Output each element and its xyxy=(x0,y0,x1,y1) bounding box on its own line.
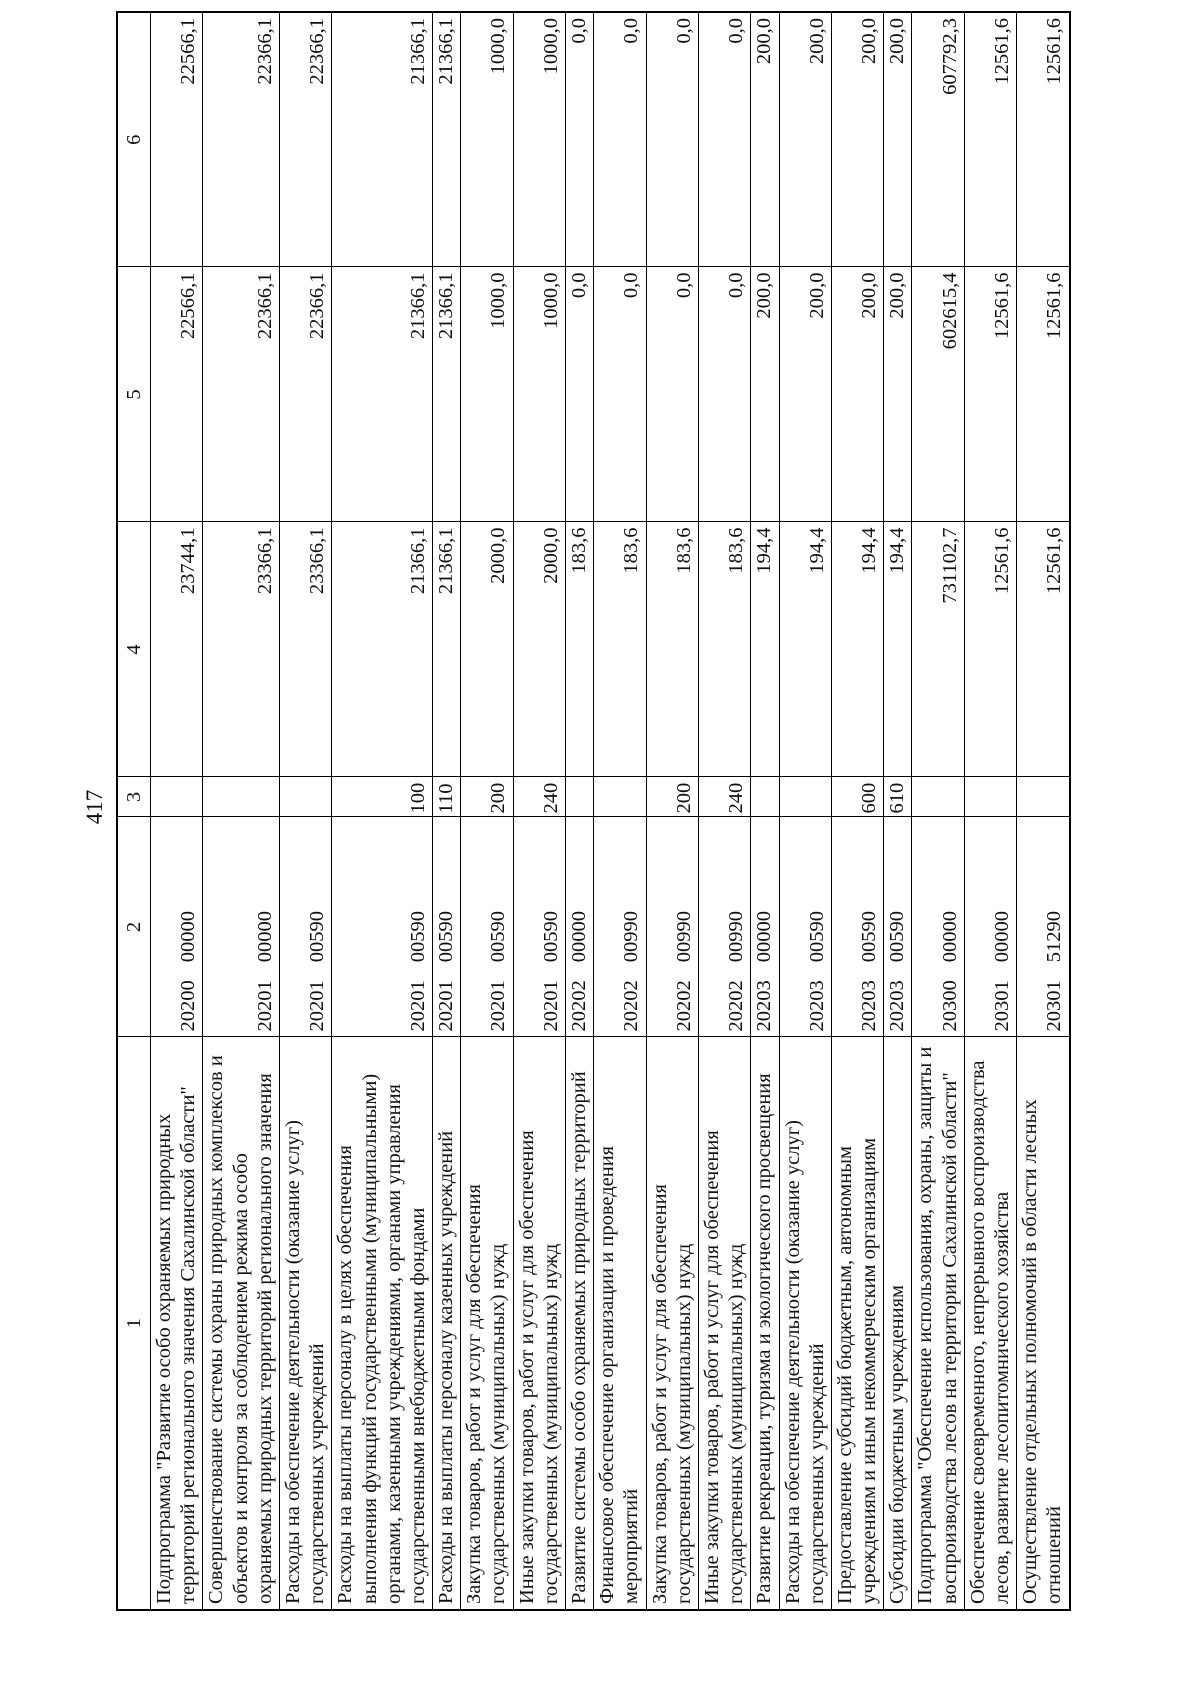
row-expense-type: 240 xyxy=(513,777,565,817)
program-code: 20202 xyxy=(725,980,748,1032)
row-name: Финансовое обеспечение организации и проведения мероприятий xyxy=(594,1037,646,1610)
program-code: 20201 xyxy=(435,980,458,1032)
program-code: 20201 xyxy=(306,980,329,1032)
direction-code: 00590 xyxy=(886,911,909,963)
row-value-col5: 22366,1 xyxy=(203,267,280,522)
row-code xyxy=(1017,817,1070,1037)
column-header-4: 4 xyxy=(117,522,151,777)
row-value-col4: 183,6 xyxy=(646,522,698,777)
row-name: Иные закупки товаров, работ и услуг для обеспечения государственных (муниципальных) нужд xyxy=(698,1037,750,1610)
table-row xyxy=(884,12,912,1610)
program-code: 20201 xyxy=(253,980,276,1032)
program-code: 20300 xyxy=(938,980,961,1032)
table-row xyxy=(751,12,779,1610)
row-expense-type xyxy=(203,777,280,817)
table-row xyxy=(433,12,461,1610)
row-expense-type: 200 xyxy=(461,777,513,817)
program-code: 20202 xyxy=(672,980,695,1032)
row-code xyxy=(751,817,779,1037)
direction-code: 00000 xyxy=(177,911,200,963)
row-value-col5: 22366,1 xyxy=(279,267,331,522)
row-expense-type: 110 xyxy=(433,777,461,817)
row-name: Обеспечение своевременного, непрерывного воспроизводства лесов, развитие лесопитомнического хозяйства xyxy=(964,1037,1016,1610)
table-row xyxy=(203,12,280,1610)
row-name: Закупка товаров, работ и услуг для обеспечения государственных (муниципальных) нужд xyxy=(461,1037,513,1610)
row-expense-type: 610 xyxy=(884,777,912,817)
row-name: Подпрограмма "Обеспечение использования, охраны, защиты и воспроизводства лесов на территории Сахалинской области" xyxy=(912,1037,964,1610)
row-name: Иные закупки товаров, работ и услуг для обеспечения государственных (муниципальных) нужд xyxy=(513,1037,565,1610)
program-code: 20201 xyxy=(487,980,510,1032)
row-value-col4: 21366,1 xyxy=(433,522,461,777)
row-code xyxy=(566,817,594,1037)
table-row xyxy=(279,12,331,1610)
table-row xyxy=(964,12,1016,1610)
row-value-col6: 12561,6 xyxy=(964,12,1016,267)
row-value-col4: 194,4 xyxy=(884,522,912,777)
row-code xyxy=(594,817,646,1037)
row-value-col5: 12561,6 xyxy=(1017,267,1070,522)
row-value-col5: 21366,1 xyxy=(332,267,433,522)
row-value-col4: 183,6 xyxy=(698,522,750,777)
row-value-col6: 22366,1 xyxy=(279,12,331,267)
row-expense-type: 240 xyxy=(698,777,750,817)
direction-code: 00000 xyxy=(991,911,1013,963)
row-value-col6: 1000,0 xyxy=(461,12,513,267)
row-name: Подпрограмма "Развитие особо охраняемых природных территорий регионального значения Сахалинской области" xyxy=(151,1037,203,1610)
table-row xyxy=(912,12,964,1610)
table-row xyxy=(566,12,594,1610)
row-name: Совершенствование системы охраны природных комплексов и объектов и контроля за соблюдением режима особо охраняемых природных территорий регионального значения xyxy=(203,1037,280,1610)
budget-table-body xyxy=(117,12,1070,1610)
row-code xyxy=(332,817,433,1037)
row-name: Субсидии бюджетным учреждениям xyxy=(884,1037,912,1610)
direction-code: 00000 xyxy=(938,911,961,963)
row-name: Закупка товаров, работ и услуг для обеспечения государственных (муниципальных) нужд xyxy=(646,1037,698,1610)
table-row xyxy=(1017,12,1070,1610)
row-value-col6: 0,0 xyxy=(698,12,750,267)
row-value-col6: 21366,1 xyxy=(332,12,433,267)
row-expense-type xyxy=(964,777,1016,817)
direction-code: 51290 xyxy=(1043,911,1066,963)
row-expense-type: 600 xyxy=(831,777,883,817)
column-header-6: 6 xyxy=(117,12,151,267)
program-code: 20200 xyxy=(177,980,200,1032)
direction-code: 00000 xyxy=(253,911,276,963)
direction-code: 00590 xyxy=(858,911,881,963)
row-value-col6: 21366,1 xyxy=(433,12,461,267)
row-value-col4: 183,6 xyxy=(594,522,646,777)
direction-code: 00000 xyxy=(568,911,590,963)
row-name: Расходы на выплаты персоналу в целях обеспечения выполнения функций государственными (муниципальными) органами, казенными учреждениями, органами управления государственными внебюджетными фондами xyxy=(332,1037,433,1610)
direction-code: 00590 xyxy=(487,911,510,963)
row-value-col6: 1000,0 xyxy=(513,12,565,267)
row-value-col5: 12561,6 xyxy=(964,267,1016,522)
row-code xyxy=(964,817,1016,1037)
table-row xyxy=(594,12,646,1610)
table-row xyxy=(332,12,433,1610)
row-name: Развитие системы особо охраняемых природных территорий xyxy=(566,1037,594,1610)
row-value-col6: 607792,3 xyxy=(912,12,964,267)
table-row xyxy=(831,12,883,1610)
direction-code: 00590 xyxy=(306,911,329,963)
program-code: 20301 xyxy=(991,980,1013,1032)
row-value-col5: 0,0 xyxy=(594,267,646,522)
row-value-col5: 1000,0 xyxy=(513,267,565,522)
table-row xyxy=(461,12,513,1610)
program-code: 20203 xyxy=(886,980,909,1032)
program-code: 20203 xyxy=(805,980,828,1032)
row-value-col6: 200,0 xyxy=(884,12,912,267)
row-name: Осуществление отдельных полномочий в области лесных отношений xyxy=(1017,1037,1070,1610)
table-row xyxy=(646,12,698,1610)
row-value-col4: 731102,7 xyxy=(912,522,964,777)
direction-code: 00590 xyxy=(406,911,429,963)
row-value-col6: 200,0 xyxy=(831,12,883,267)
row-value-col4: 183,6 xyxy=(566,522,594,777)
row-code xyxy=(151,817,203,1037)
row-code xyxy=(698,817,750,1037)
row-code xyxy=(912,817,964,1037)
column-header-3: 3 xyxy=(117,777,151,817)
program-code: 20301 xyxy=(1043,980,1066,1032)
row-value-col4: 23366,1 xyxy=(279,522,331,777)
row-name: Расходы на выплаты персоналу казенных учреждений xyxy=(433,1037,461,1610)
row-name: Расходы на обеспечение деятельности (оказание услуг) государственных учреждений xyxy=(279,1037,331,1610)
row-value-col4: 21366,1 xyxy=(332,522,433,777)
rotated-page-content xyxy=(116,13,1066,1611)
row-code xyxy=(884,817,912,1037)
row-value-col6: 200,0 xyxy=(779,12,831,267)
table-header-row xyxy=(117,12,151,1610)
direction-code: 00000 xyxy=(753,911,776,963)
direction-code: 00990 xyxy=(725,911,748,963)
page-number: 417 xyxy=(82,789,107,825)
program-code: 20202 xyxy=(620,980,643,1032)
row-value-col5: 1000,0 xyxy=(461,267,513,522)
row-value-col6: 0,0 xyxy=(646,12,698,267)
row-expense-type xyxy=(151,777,203,817)
row-value-col5: 602615,4 xyxy=(912,267,964,522)
budget-table xyxy=(116,11,1071,1611)
direction-code: 00990 xyxy=(672,911,695,963)
row-value-col6: 12561,6 xyxy=(1017,12,1070,267)
direction-code: 00590 xyxy=(435,911,458,963)
row-value-col4: 2000,0 xyxy=(461,522,513,777)
row-value-col5: 0,0 xyxy=(698,267,750,522)
row-value-col5: 200,0 xyxy=(831,267,883,522)
row-value-col6: 0,0 xyxy=(566,12,594,267)
row-value-col4: 12561,6 xyxy=(1017,522,1070,777)
row-code xyxy=(831,817,883,1037)
row-value-col4: 194,4 xyxy=(779,522,831,777)
direction-code: 00590 xyxy=(805,911,828,963)
direction-code: 00990 xyxy=(620,911,643,963)
row-value-col5: 0,0 xyxy=(566,267,594,522)
program-code: 20203 xyxy=(858,980,881,1032)
row-value-col5: 0,0 xyxy=(646,267,698,522)
row-value-col4: 23744,1 xyxy=(151,522,203,777)
row-value-col4: 194,4 xyxy=(831,522,883,777)
program-code: 20201 xyxy=(539,980,562,1032)
row-value-col5: 22566,1 xyxy=(151,267,203,522)
row-value-col5: 200,0 xyxy=(884,267,912,522)
row-value-col6: 22366,1 xyxy=(203,12,280,267)
row-value-col6: 200,0 xyxy=(751,12,779,267)
program-code: 20203 xyxy=(753,980,776,1032)
row-code xyxy=(461,817,513,1037)
row-name: Расходы на обеспечение деятельности (оказание услуг) государственных учреждений xyxy=(779,1037,831,1610)
row-code xyxy=(513,817,565,1037)
program-code: 20202 xyxy=(568,980,590,1032)
row-value-col4: 12561,6 xyxy=(964,522,1016,777)
row-code xyxy=(779,817,831,1037)
row-expense-type: 100 xyxy=(332,777,433,817)
table-row xyxy=(513,12,565,1610)
column-header-1: 1 xyxy=(117,1037,151,1610)
row-expense-type xyxy=(751,777,779,817)
row-value-col6: 0,0 xyxy=(594,12,646,267)
row-name: Развитие рекреации, туризма и экологического просвещения xyxy=(751,1037,779,1610)
row-value-col4: 23366,1 xyxy=(203,522,280,777)
row-value-col5: 21366,1 xyxy=(433,267,461,522)
row-code xyxy=(646,817,698,1037)
row-expense-type xyxy=(912,777,964,817)
table-row xyxy=(151,12,203,1610)
row-value-col5: 200,0 xyxy=(751,267,779,522)
table-row xyxy=(779,12,831,1610)
row-value-col4: 2000,0 xyxy=(513,522,565,777)
row-expense-type xyxy=(594,777,646,817)
column-header-2: 2 xyxy=(117,817,151,1037)
row-expense-type xyxy=(279,777,331,817)
table-row xyxy=(698,12,750,1610)
row-expense-type xyxy=(779,777,831,817)
row-value-col5: 200,0 xyxy=(779,267,831,522)
row-code xyxy=(203,817,280,1037)
program-code: 20201 xyxy=(406,980,429,1032)
direction-code: 00590 xyxy=(539,911,562,963)
row-expense-type: 200 xyxy=(646,777,698,817)
column-header-5: 5 xyxy=(117,267,151,522)
row-value-col4: 194,4 xyxy=(751,522,779,777)
row-code xyxy=(433,817,461,1037)
row-value-col6: 22566,1 xyxy=(151,12,203,267)
row-name: Предоставление субсидий бюджетным, автономным учреждениям и иным некоммерческим организациям xyxy=(831,1037,883,1610)
row-code xyxy=(279,817,331,1037)
row-expense-type xyxy=(1017,777,1070,817)
row-expense-type xyxy=(566,777,594,817)
